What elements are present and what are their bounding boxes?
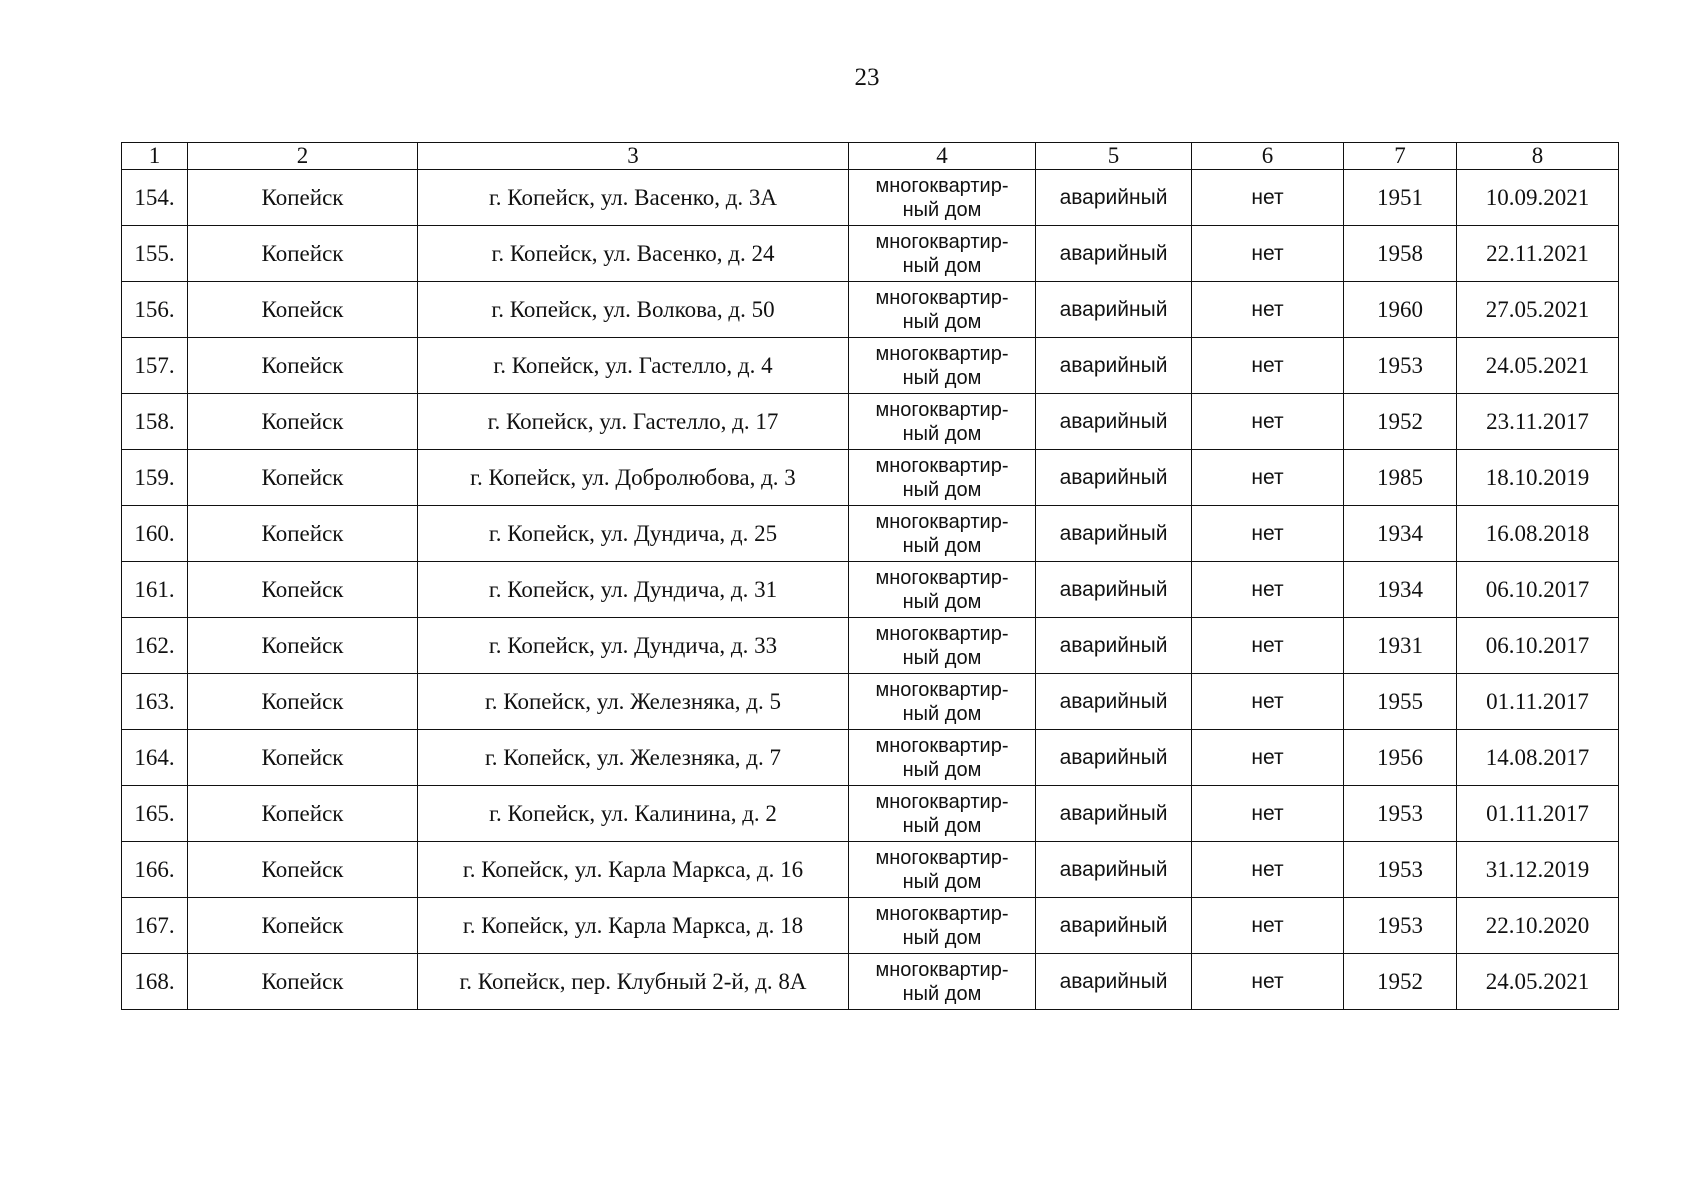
table-row bbox=[122, 898, 1619, 954]
condition-cell: аварийный bbox=[1036, 394, 1192, 450]
table-row bbox=[122, 786, 1619, 842]
municipality-cell: Копейск bbox=[188, 450, 418, 506]
flag-cell: нет bbox=[1192, 562, 1344, 618]
building-type-cell bbox=[849, 842, 1036, 898]
row-number: 166. bbox=[122, 842, 188, 898]
address-cell: г. Копейск, ул. Дундича, д. 31 bbox=[418, 562, 849, 618]
building-type-line-2: ный дом bbox=[902, 478, 982, 501]
building-type-line-1: многоквартир- bbox=[875, 958, 1009, 981]
building-type-cell bbox=[849, 562, 1036, 618]
municipality-cell: Копейск bbox=[188, 226, 418, 282]
year-cell: 1934 bbox=[1344, 562, 1457, 618]
date-cell: 27.05.2021 bbox=[1457, 282, 1619, 338]
column-header-4: 4 bbox=[849, 143, 1036, 170]
flag-cell: нет bbox=[1192, 506, 1344, 562]
table-row bbox=[122, 170, 1619, 226]
page-number: 23 bbox=[854, 64, 880, 91]
building-type-cell bbox=[849, 954, 1036, 1010]
building-type-line-2: ный дом bbox=[902, 310, 982, 333]
condition-cell: аварийный bbox=[1036, 506, 1192, 562]
building-type-line-2: ный дом bbox=[902, 198, 982, 221]
address-cell: г. Копейск, ул. Калинина, д. 2 bbox=[418, 786, 849, 842]
column-header-7: 7 bbox=[1344, 143, 1457, 170]
row-number: 157. bbox=[122, 338, 188, 394]
building-type-cell bbox=[849, 506, 1036, 562]
building-type-cell bbox=[849, 338, 1036, 394]
building-type-line-1: многоквартир- bbox=[875, 678, 1009, 701]
building-type-cell bbox=[849, 450, 1036, 506]
table-header-row bbox=[122, 143, 1619, 170]
date-cell: 06.10.2017 bbox=[1457, 618, 1619, 674]
address-cell: г. Копейск, ул. Добролюбова, д. 3 bbox=[418, 450, 849, 506]
year-cell: 1956 bbox=[1344, 730, 1457, 786]
building-type-cell bbox=[849, 786, 1036, 842]
municipality-cell: Копейск bbox=[188, 562, 418, 618]
building-type-line-2: ный дом bbox=[902, 814, 982, 837]
year-cell: 1951 bbox=[1344, 170, 1457, 226]
address-cell: г. Копейск, ул. Железняка, д. 5 bbox=[418, 674, 849, 730]
table-row bbox=[122, 282, 1619, 338]
building-type-line-2: ный дом bbox=[902, 926, 982, 949]
date-cell: 06.10.2017 bbox=[1457, 562, 1619, 618]
row-number: 160. bbox=[122, 506, 188, 562]
building-type-line-1: многоквартир- bbox=[875, 622, 1009, 645]
year-cell: 1934 bbox=[1344, 506, 1457, 562]
row-number: 165. bbox=[122, 786, 188, 842]
municipality-cell: Копейск bbox=[188, 842, 418, 898]
address-cell: г. Копейск, ул. Васенко, д. 3А bbox=[418, 170, 849, 226]
year-cell: 1953 bbox=[1344, 898, 1457, 954]
column-header-2: 2 bbox=[188, 143, 418, 170]
year-cell: 1931 bbox=[1344, 618, 1457, 674]
row-number: 162. bbox=[122, 618, 188, 674]
housing-registry-table bbox=[121, 142, 1619, 1010]
table-row bbox=[122, 842, 1619, 898]
row-number: 164. bbox=[122, 730, 188, 786]
condition-cell: аварийный bbox=[1036, 730, 1192, 786]
row-number: 168. bbox=[122, 954, 188, 1010]
address-cell: г. Копейск, пер. Клубный 2-й, д. 8А bbox=[418, 954, 849, 1010]
building-type-cell bbox=[849, 618, 1036, 674]
flag-cell: нет bbox=[1192, 282, 1344, 338]
column-header-8: 8 bbox=[1457, 143, 1619, 170]
year-cell: 1960 bbox=[1344, 282, 1457, 338]
building-type-cell bbox=[849, 730, 1036, 786]
address-cell: г. Копейск, ул. Васенко, д. 24 bbox=[418, 226, 849, 282]
table-row bbox=[122, 730, 1619, 786]
building-type-line-2: ный дом bbox=[902, 646, 982, 669]
flag-cell: нет bbox=[1192, 730, 1344, 786]
building-type-line-1: многоквартир- bbox=[875, 230, 1009, 253]
condition-cell: аварийный bbox=[1036, 170, 1192, 226]
table-row bbox=[122, 562, 1619, 618]
flag-cell: нет bbox=[1192, 954, 1344, 1010]
date-cell: 18.10.2019 bbox=[1457, 450, 1619, 506]
date-cell: 24.05.2021 bbox=[1457, 338, 1619, 394]
date-cell: 31.12.2019 bbox=[1457, 842, 1619, 898]
table-row bbox=[122, 674, 1619, 730]
address-cell: г. Копейск, ул. Железняка, д. 7 bbox=[418, 730, 849, 786]
building-type-line-1: многоквартир- bbox=[875, 790, 1009, 813]
municipality-cell: Копейск bbox=[188, 338, 418, 394]
year-cell: 1955 bbox=[1344, 674, 1457, 730]
building-type-line-2: ный дом bbox=[902, 702, 982, 725]
address-cell: г. Копейск, ул. Дундича, д. 33 bbox=[418, 618, 849, 674]
date-cell: 22.11.2021 bbox=[1457, 226, 1619, 282]
address-cell: г. Копейск, ул. Гастелло, д. 17 bbox=[418, 394, 849, 450]
municipality-cell: Копейск bbox=[188, 618, 418, 674]
date-cell: 23.11.2017 bbox=[1457, 394, 1619, 450]
column-header-1: 1 bbox=[122, 143, 188, 170]
year-cell: 1958 bbox=[1344, 226, 1457, 282]
flag-cell: нет bbox=[1192, 338, 1344, 394]
building-type-line-1: многоквартир- bbox=[875, 174, 1009, 197]
building-type-line-1: многоквартир- bbox=[875, 902, 1009, 925]
building-type-cell bbox=[849, 394, 1036, 450]
condition-cell: аварийный bbox=[1036, 954, 1192, 1010]
table-row bbox=[122, 506, 1619, 562]
condition-cell: аварийный bbox=[1036, 562, 1192, 618]
date-cell: 16.08.2018 bbox=[1457, 506, 1619, 562]
municipality-cell: Копейск bbox=[188, 282, 418, 338]
year-cell: 1952 bbox=[1344, 394, 1457, 450]
condition-cell: аварийный bbox=[1036, 618, 1192, 674]
municipality-cell: Копейск bbox=[188, 786, 418, 842]
row-number: 159. bbox=[122, 450, 188, 506]
building-type-line-1: многоквартир- bbox=[875, 398, 1009, 421]
table-row bbox=[122, 954, 1619, 1010]
building-type-line-2: ный дом bbox=[902, 590, 982, 613]
year-cell: 1985 bbox=[1344, 450, 1457, 506]
address-cell: г. Копейск, ул. Карла Маркса, д. 18 bbox=[418, 898, 849, 954]
date-cell: 10.09.2021 bbox=[1457, 170, 1619, 226]
building-type-cell bbox=[849, 282, 1036, 338]
year-cell: 1952 bbox=[1344, 954, 1457, 1010]
municipality-cell: Копейск bbox=[188, 170, 418, 226]
municipality-cell: Копейск bbox=[188, 394, 418, 450]
building-type-line-1: многоквартир- bbox=[875, 510, 1009, 533]
column-header-5: 5 bbox=[1036, 143, 1192, 170]
address-cell: г. Копейск, ул. Дундича, д. 25 bbox=[418, 506, 849, 562]
building-type-cell bbox=[849, 170, 1036, 226]
column-header-3: 3 bbox=[418, 143, 849, 170]
building-type-line-1: многоквартир- bbox=[875, 566, 1009, 589]
address-cell: г. Копейск, ул. Гастелло, д. 4 bbox=[418, 338, 849, 394]
row-number: 161. bbox=[122, 562, 188, 618]
row-number: 155. bbox=[122, 226, 188, 282]
flag-cell: нет bbox=[1192, 618, 1344, 674]
row-number: 163. bbox=[122, 674, 188, 730]
year-cell: 1953 bbox=[1344, 338, 1457, 394]
column-header-6: 6 bbox=[1192, 143, 1344, 170]
table-body bbox=[122, 170, 1619, 1010]
flag-cell: нет bbox=[1192, 170, 1344, 226]
building-type-line-1: многоквартир- bbox=[875, 846, 1009, 869]
row-number: 154. bbox=[122, 170, 188, 226]
building-type-line-2: ный дом bbox=[902, 534, 982, 557]
municipality-cell: Копейск bbox=[188, 730, 418, 786]
table-row bbox=[122, 394, 1619, 450]
condition-cell: аварийный bbox=[1036, 786, 1192, 842]
building-type-line-2: ный дом bbox=[902, 982, 982, 1005]
building-type-cell bbox=[849, 898, 1036, 954]
condition-cell: аварийный bbox=[1036, 226, 1192, 282]
condition-cell: аварийный bbox=[1036, 842, 1192, 898]
flag-cell: нет bbox=[1192, 226, 1344, 282]
condition-cell: аварийный bbox=[1036, 898, 1192, 954]
flag-cell: нет bbox=[1192, 394, 1344, 450]
table-row bbox=[122, 338, 1619, 394]
flag-cell: нет bbox=[1192, 898, 1344, 954]
year-cell: 1953 bbox=[1344, 786, 1457, 842]
building-type-line-2: ный дом bbox=[902, 758, 982, 781]
year-cell: 1953 bbox=[1344, 842, 1457, 898]
table-row bbox=[122, 226, 1619, 282]
date-cell: 24.05.2021 bbox=[1457, 954, 1619, 1010]
building-type-line-2: ный дом bbox=[902, 254, 982, 277]
condition-cell: аварийный bbox=[1036, 282, 1192, 338]
flag-cell: нет bbox=[1192, 786, 1344, 842]
municipality-cell: Копейск bbox=[188, 506, 418, 562]
building-type-line-1: многоквартир- bbox=[875, 454, 1009, 477]
building-type-cell bbox=[849, 674, 1036, 730]
date-cell: 01.11.2017 bbox=[1457, 786, 1619, 842]
condition-cell: аварийный bbox=[1036, 338, 1192, 394]
row-number: 167. bbox=[122, 898, 188, 954]
condition-cell: аварийный bbox=[1036, 450, 1192, 506]
date-cell: 01.11.2017 bbox=[1457, 674, 1619, 730]
building-type-line-1: многоквартир- bbox=[875, 342, 1009, 365]
table-row bbox=[122, 618, 1619, 674]
municipality-cell: Копейск bbox=[188, 898, 418, 954]
building-type-line-2: ный дом bbox=[902, 366, 982, 389]
municipality-cell: Копейск bbox=[188, 954, 418, 1010]
building-type-cell bbox=[849, 226, 1036, 282]
building-type-line-1: многоквартир- bbox=[875, 286, 1009, 309]
condition-cell: аварийный bbox=[1036, 674, 1192, 730]
table-row bbox=[122, 450, 1619, 506]
building-type-line-2: ный дом bbox=[902, 422, 982, 445]
row-number: 156. bbox=[122, 282, 188, 338]
flag-cell: нет bbox=[1192, 842, 1344, 898]
building-type-line-2: ный дом bbox=[902, 870, 982, 893]
address-cell: г. Копейск, ул. Карла Маркса, д. 16 bbox=[418, 842, 849, 898]
date-cell: 22.10.2020 bbox=[1457, 898, 1619, 954]
flag-cell: нет bbox=[1192, 674, 1344, 730]
row-number: 158. bbox=[122, 394, 188, 450]
address-cell: г. Копейск, ул. Волкова, д. 50 bbox=[418, 282, 849, 338]
flag-cell: нет bbox=[1192, 450, 1344, 506]
building-type-line-1: многоквартир- bbox=[875, 734, 1009, 757]
municipality-cell: Копейск bbox=[188, 674, 418, 730]
date-cell: 14.08.2017 bbox=[1457, 730, 1619, 786]
